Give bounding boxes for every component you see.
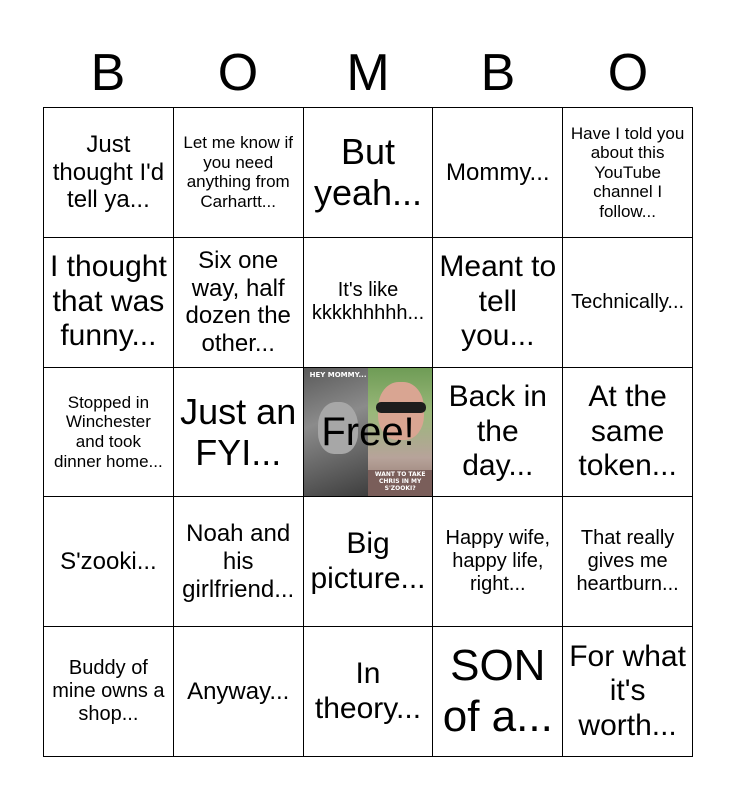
bingo-cell[interactable]: Noah and his girlfriend...	[174, 497, 304, 627]
bingo-cell[interactable]: It's like kkkkhhhhh...	[304, 238, 434, 368]
bingo-cell[interactable]: Let me know if you need anything from Carhartt...	[174, 108, 304, 238]
bingo-cell[interactable]: Six one way, half dozen the other...	[174, 238, 304, 368]
bingo-cell[interactable]: For what it's worth...	[563, 627, 693, 757]
header-letter-b2: B	[480, 44, 516, 102]
free-space-label: Free!	[321, 409, 415, 454]
bingo-header	[43, 40, 693, 106]
bingo-cell[interactable]: I thought that was funny...	[44, 238, 174, 368]
bingo-cell[interactable]: S'zooki...	[44, 497, 174, 627]
header-letter-o2: O	[607, 44, 649, 102]
bingo-cell[interactable]: Happy wife, happy life, right...	[433, 497, 563, 627]
bingo-cell[interactable]: Mommy...	[433, 108, 563, 238]
header-letter-m: M	[346, 44, 390, 102]
bingo-cell[interactable]: Just thought I'd tell ya...	[44, 108, 174, 238]
bingo-grid	[43, 107, 693, 757]
bingo-cell[interactable]: Buddy of mine owns a shop...	[44, 627, 174, 757]
bingo-cell[interactable]: Meant to tell you...	[433, 238, 563, 368]
bingo-cell[interactable]: Stopped in Winchester and took dinner home...	[44, 368, 174, 498]
header-letter-b: B	[90, 44, 126, 102]
bingo-cell[interactable]: But yeah...	[304, 108, 434, 238]
bingo-cell[interactable]: Have I told you about this YouTube channel I follow...	[563, 108, 693, 238]
photo-caption-bottom: WANT TO TAKE CHRIS IN MY S'ZOOKI?	[374, 470, 426, 492]
free-space-cell[interactable]	[304, 368, 434, 498]
header-letter-o: O	[217, 44, 259, 102]
bingo-cell[interactable]: Anyway...	[174, 627, 304, 757]
bingo-cell[interactable]: That really gives me heartburn...	[563, 497, 693, 627]
bingo-cell[interactable]: Big picture...	[304, 497, 434, 627]
bingo-cell[interactable]: Just an FYI...	[174, 368, 304, 498]
bingo-cell[interactable]: Technically...	[563, 238, 693, 368]
bingo-cell[interactable]: In theory...	[304, 627, 434, 757]
photo-caption-top: HEY MOMMY...	[309, 370, 367, 379]
bingo-cell[interactable]: At the same token...	[563, 368, 693, 498]
bingo-cell[interactable]: SON of a...	[433, 627, 563, 757]
bingo-cell[interactable]: Back in the day...	[433, 368, 563, 498]
